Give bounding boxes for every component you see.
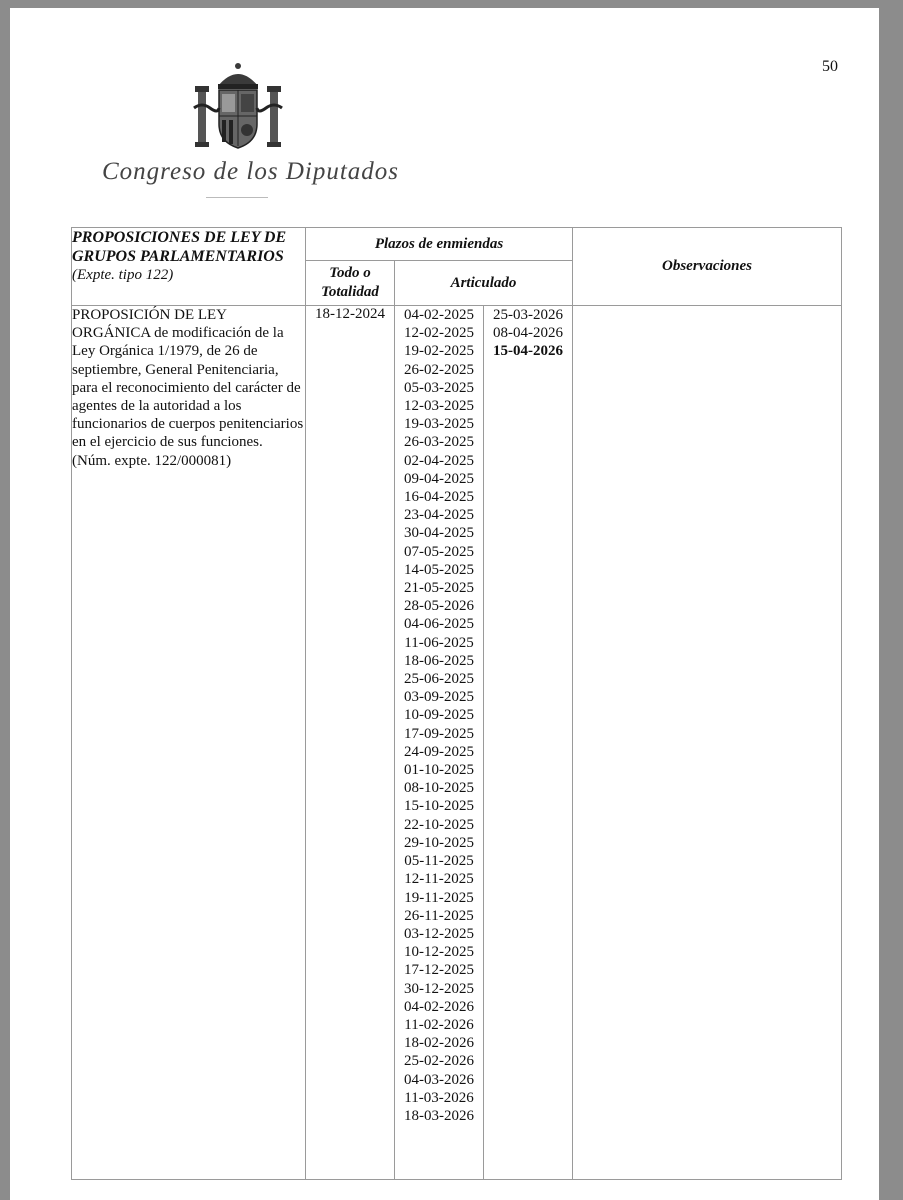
articulado-date: 11-02-2026 bbox=[404, 1016, 474, 1033]
articulado-date: 26-11-2025 bbox=[404, 907, 474, 924]
institution-divider bbox=[206, 197, 268, 198]
articulado-date: 21-05-2025 bbox=[404, 580, 474, 597]
articulado-date: 25-03-2026 bbox=[493, 307, 563, 323]
observaciones-cell bbox=[573, 306, 842, 1180]
articulado-date: 25-06-2025 bbox=[404, 671, 474, 688]
institution-name: Congreso de los Diputados bbox=[102, 158, 399, 185]
file-number: (Núm. expte. 122/000081) bbox=[72, 452, 232, 469]
articulado-date: 19-11-2025 bbox=[404, 889, 474, 906]
observaciones-header: Observaciones bbox=[573, 228, 842, 306]
articulado-date: 19-03-2025 bbox=[404, 416, 474, 433]
page-number: 50 bbox=[822, 58, 838, 75]
articulado-date: 14-05-2025 bbox=[404, 561, 474, 578]
articulado-date: 08-04-2026 bbox=[493, 325, 563, 342]
section-title-cell bbox=[72, 228, 306, 306]
articulado-date: 01-10-2025 bbox=[404, 762, 474, 779]
articulado-date: 12-03-2025 bbox=[404, 398, 474, 415]
articulado-dates-continued-column bbox=[484, 306, 573, 1180]
articulado-date: 26-02-2025 bbox=[404, 361, 474, 378]
coat-of-arms-icon bbox=[188, 58, 288, 158]
articulado-dates-column bbox=[395, 306, 484, 1180]
articulado-date: 02-04-2025 bbox=[404, 452, 474, 469]
articulado-date: 11-03-2026 bbox=[404, 1089, 474, 1106]
articulado-date: 24-09-2025 bbox=[404, 743, 474, 760]
articulado-date: 12-11-2025 bbox=[404, 871, 474, 888]
section-subtitle: (Expte. tipo 122) bbox=[72, 267, 174, 283]
articulado-date: 11-06-2025 bbox=[404, 634, 474, 651]
amendment-deadlines-table bbox=[71, 227, 842, 1180]
articulado-date: 12-02-2025 bbox=[404, 325, 474, 342]
articulado-date: 08-10-2025 bbox=[404, 780, 474, 797]
articulado-date: 18-06-2025 bbox=[404, 652, 474, 669]
proposal-description-cell bbox=[72, 306, 306, 1180]
articulado-date: 10-12-2025 bbox=[404, 944, 474, 961]
articulado-date: 25-02-2026 bbox=[404, 1053, 474, 1070]
articulado-date: 15-04-2026 bbox=[493, 343, 563, 360]
articulado-date: 04-02-2025 bbox=[404, 307, 474, 323]
articulado-date: 10-09-2025 bbox=[404, 707, 474, 724]
deadlines-group-header: Plazos de enmiendas bbox=[306, 228, 573, 261]
articulado-date: 03-09-2025 bbox=[404, 689, 474, 706]
articulado-date: 03-12-2025 bbox=[404, 925, 474, 942]
articulado-date: 16-04-2025 bbox=[404, 489, 474, 506]
articulado-date: 22-10-2025 bbox=[404, 816, 474, 833]
articulado-date: 07-05-2025 bbox=[404, 543, 474, 560]
articulado-date: 04-06-2025 bbox=[404, 616, 474, 633]
articulado-date: 23-04-2025 bbox=[404, 507, 474, 524]
articulado-date: 04-03-2026 bbox=[404, 1071, 474, 1088]
articulado-date: 18-02-2026 bbox=[404, 1035, 474, 1052]
articulado-date: 15-10-2025 bbox=[404, 798, 474, 815]
articulado-date: 09-04-2025 bbox=[404, 470, 474, 487]
articulado-date: 28-05-2026 bbox=[404, 598, 474, 615]
articulado-date: 30-12-2025 bbox=[404, 980, 474, 997]
articulado-header: Articulado bbox=[395, 261, 573, 306]
articulado-date: 26-03-2025 bbox=[404, 434, 474, 451]
proposal-title: PROPOSICIÓN DE LEY ORGÁNICA de modificación de la Ley Orgánica 1/1979, de 26 de septiembre, General Penitenciaria, para el reconocimiento del carácter de agentes de la autoridad a los funcionarios de cuerpos penitenciarios en el ejercicio de sus funciones. bbox=[72, 307, 304, 451]
totalidad-header: Todo o Totalidad bbox=[306, 261, 395, 306]
articulado-date: 30-04-2025 bbox=[404, 525, 474, 542]
articulado-date: 05-03-2025 bbox=[404, 379, 474, 396]
articulado-date: 17-12-2025 bbox=[404, 962, 474, 979]
articulado-date: 29-10-2025 bbox=[404, 834, 474, 851]
section-title: PROPOSICIONES DE LEY DE GRUPOS PARLAMENTARIOS bbox=[72, 229, 287, 265]
articulado-date: 17-09-2025 bbox=[404, 725, 474, 742]
articulado-date: 05-11-2025 bbox=[404, 853, 474, 870]
articulado-date: 19-02-2025 bbox=[404, 343, 474, 360]
document-page bbox=[10, 8, 879, 1200]
articulado-date: 04-02-2026 bbox=[404, 998, 474, 1015]
totalidad-date: 18-12-2024 bbox=[306, 306, 395, 1180]
articulado-date: 18-03-2026 bbox=[404, 1107, 474, 1124]
